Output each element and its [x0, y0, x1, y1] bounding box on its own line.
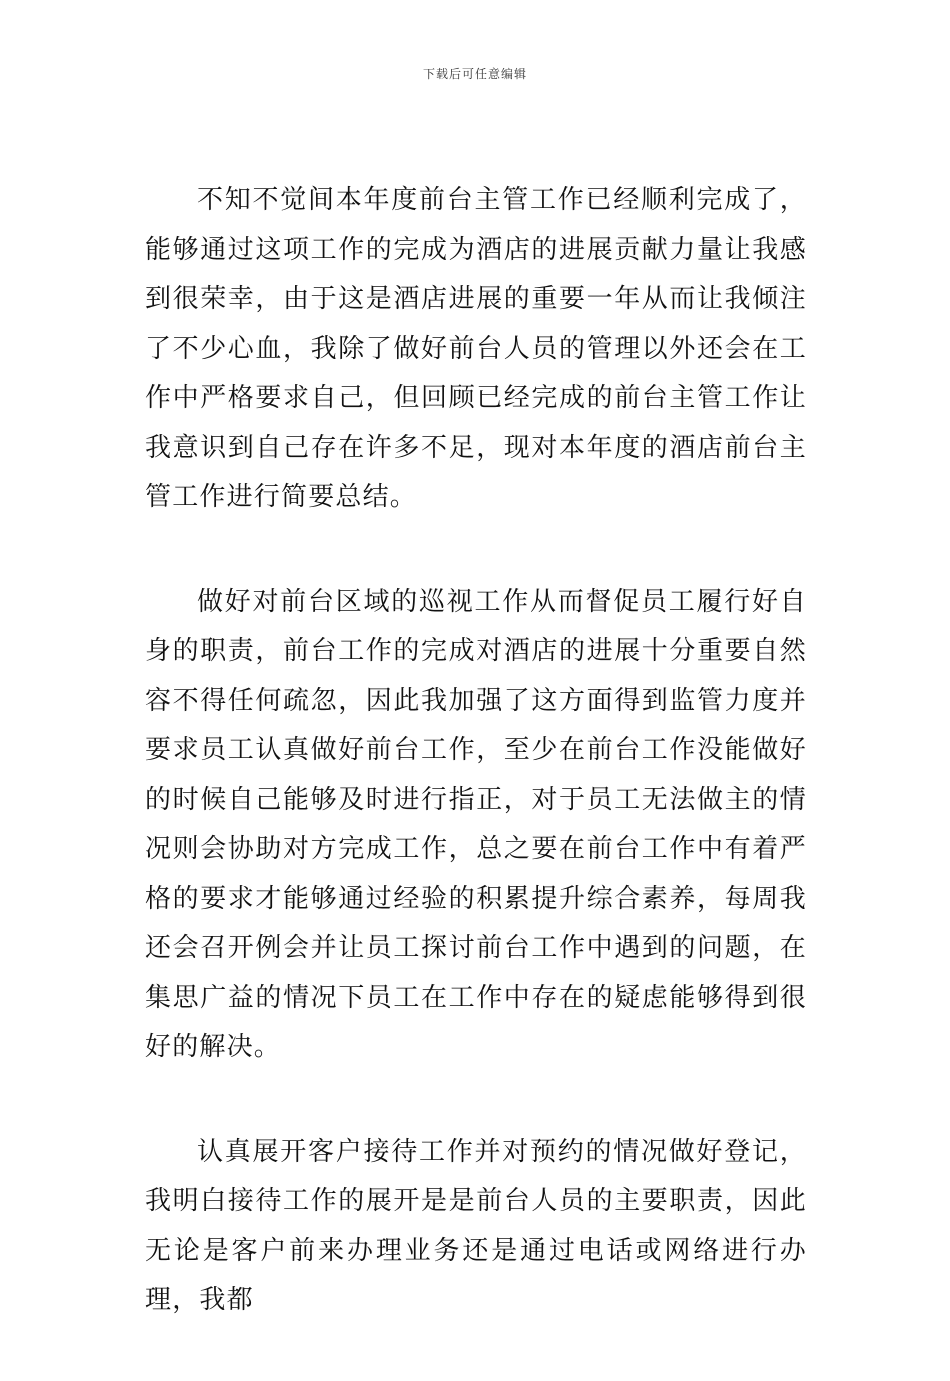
document-body — [145, 176, 807, 1381]
paragraph-1: 不知不觉间本年度前台主管工作已经顺利完成了，能够通过这项工作的完成为酒店的进展贡献力量让我感到很荣幸，由于这是酒店进展的重要一年从而让我倾注了不少心血，我除了做好前台人员的管理以外还会在工作中严格要求自己，但回顾已经完成的前台主管工作让我意识到自己存在许多不足，现对本年度的酒店前台主管工作进行简要总结。 — [145, 185, 807, 512]
paragraph-3: 认真展开客户接待工作并对预约的情况做好登记，我明白接待工作的展开是是前台人员的主要职责，因此无论是客户前来办理业务还是通过电话或网络进行办理，我都 — [145, 1136, 807, 1315]
paragraph-2: 做好对前台区域的巡视工作从而督促员工履行好自身的职责，前台工作的完成对酒店的进展十分重要自然容不得任何疏忽，因此我加强了这方面得到监管力度并要求员工认真做好前台工作，至少在前台工作没能做好的时候自己能够及时进行指正，对于员工无法做主的情况则会协助对方完成工作，总之要在前台工作中有着严格的要求才能够通过经验的积累提升综合素养，每周我还会召开例会并让员工探讨前台工作中遇到的问题，在集思广益的情况下员工在工作中存在的疑虑能够得到很好的解决。 — [145, 586, 807, 1062]
header-note: 下载后可任意编辑 — [422, 67, 527, 81]
